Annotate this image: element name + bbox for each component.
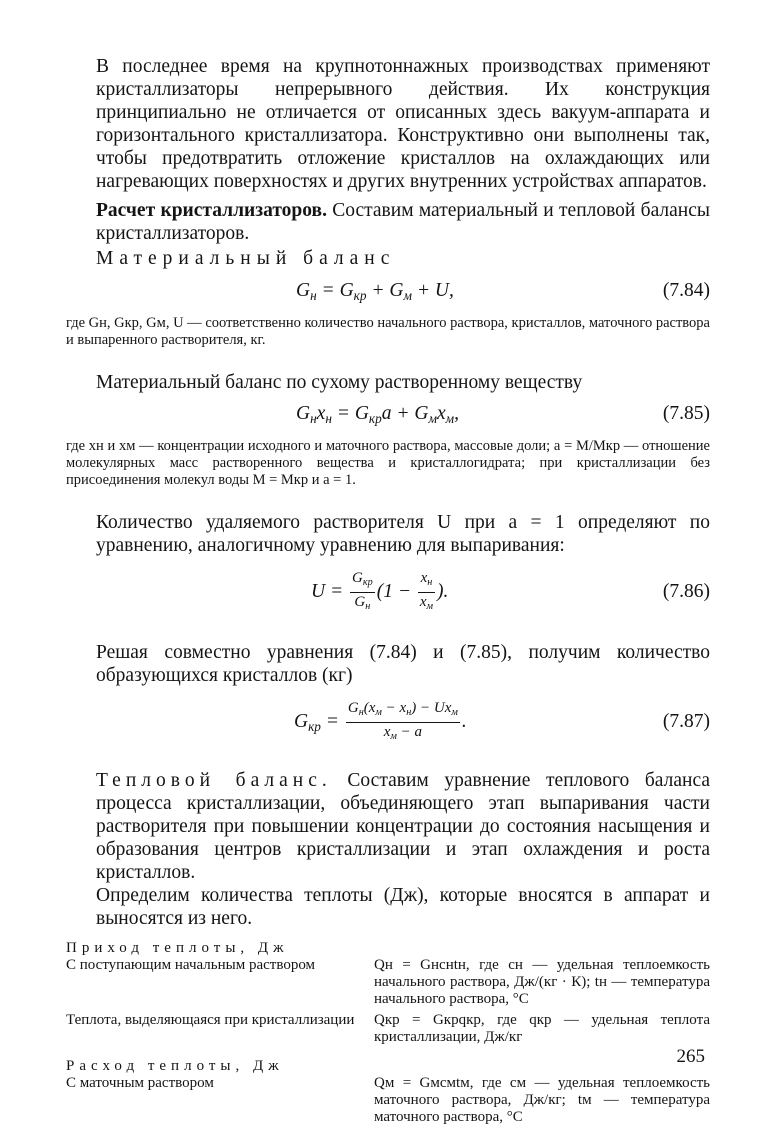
- equation-7-84: [96, 275, 710, 309]
- paragraph-crystallizer-calc: [96, 199, 710, 245]
- section-text-crystallizer-calc: Составим материальный и тепловой балансы кристаллизаторов.: [96, 200, 710, 244]
- heading-material-balance: Материальный баланс: [96, 248, 396, 269]
- equation-7-85-body: $G_нx_н = G_{кр}a + G_мx_м$,: [296, 403, 459, 426]
- equation-7-85: [96, 398, 710, 432]
- text-heat-balance: Составим уравнение теплового баланса процесса кристаллизации, объединяющего этап выпаривания части растворителя при повышении концентрации до состояния насыщения и образования центров кристаллизации и этап охлаждения и роста кристаллов.: [96, 770, 710, 883]
- table-row: [66, 957, 710, 1008]
- heading-heat-balance: Тепловой баланс.: [96, 770, 332, 791]
- paragraph-heat-balance: [96, 769, 710, 884]
- table-row: [66, 1075, 710, 1126]
- fraction-gkr-gn: $\frac{G_{кр}}{G_н}$: [352, 570, 373, 613]
- table-row: [66, 1012, 710, 1046]
- paragraph-continuous-crystallizers: В последнее время на крупнотоннажных производствах применяют кристаллизаторы непрерывного действия. Их конструкция принципиально не отличается от описанных здесь вакуум-аппарата и горизонтального кристаллизатора. Конструктивно они выполнены так, чтобы предотвратить отложение кристаллов на охлаждающих или нагревающих поверхностях и других внутренних устройствах аппаратов.: [96, 56, 710, 192]
- equation-7-87: [96, 697, 710, 749]
- table-cell-formula: Qкр = Gкрqкр, где qкр — удельная теплота кристаллизации, Дж/кг: [374, 1012, 710, 1045]
- fraction-crystal-formula: $\frac{G_н(x_м - x_н) - Ux_м}{x_м - a}$: [347, 700, 458, 743]
- equation-7-87-number: (7.87): [662, 711, 710, 732]
- equation-7-85-number: (7.85): [662, 403, 710, 424]
- paragraph-solvent-removal: Количество удаляемого растворителя U при a = 1 определяют по уравнению, аналогичному уравнению для выпаривания:: [96, 512, 710, 556]
- note-7-85: где xн и xм — концентрации исходного и маточного раствора, массовые доли; a = M/Mкр — отношение молекулярных масс растворенного вещества и кристаллогидрата; при кристаллизации без присоединения молекул воды M = Mкр и a = 1.: [66, 438, 710, 488]
- equation-7-86-body: U = $\frac{G_{кр}}{G_н}$ (1 − $\frac{x_н}{x_м}$ ).: [311, 569, 448, 616]
- fraction-xn-xm: $\frac{x_н}{x_м}$: [419, 570, 434, 613]
- heading-heat-outcome: Расход теплоты, Дж: [66, 1058, 284, 1074]
- note-7-84: где Gн, Gкр, Gм, U — соответственно количество начального раствора, кристаллов, маточного раствора и выпаренного растворителя, кг.: [66, 315, 710, 348]
- page-number: 265: [676, 1046, 705, 1067]
- equation-7-84-number: (7.84): [662, 280, 710, 301]
- equation-7-86: [96, 567, 710, 617]
- paragraph-crystal-quantity: Решая совместно уравнения (7.84) и (7.85), получим количество образующихся кристаллов (кг): [96, 642, 710, 686]
- table-cell-source: С маточным раствором: [66, 1075, 214, 1091]
- table-cell-source: Теплота, выделяющаяся при кристаллизации: [66, 1012, 355, 1028]
- table-cell-formula: Qм = Gмcмtм, где cм — удельная теплоемкость маточного раствора, Дж/кг; tм — температура маточного раствора, °С: [374, 1075, 710, 1125]
- equation-7-86-number: (7.86): [662, 581, 710, 602]
- paragraph-dry-balance: Материальный баланс по сухому растворенному веществу: [96, 372, 583, 393]
- section-title-crystallizer-calc: Расчет кристаллизаторов.: [96, 200, 327, 221]
- table-cell-source: С поступающим начальным раствором: [66, 957, 316, 973]
- table-cell-formula: Qн = Gнcнtн, где cн — удельная теплоемкость начального раствора, Дж/(кг · К); tн — температура начального раствора, °С: [374, 957, 710, 1007]
- heading-heat-income: Приход теплоты, Дж: [66, 940, 289, 956]
- page-body: [66, 55, 710, 1126]
- heat-table: [66, 940, 710, 1126]
- paragraph-heat-quantities: Определим количества теплоты (Дж), которые вносятся в аппарат и выносятся из него.: [96, 885, 710, 929]
- equation-7-87-body: $G_{кр}$ = $\frac{G_н(x_м - x_н) - Ux_м}{x_м - a}$ .: [294, 699, 467, 746]
- equation-7-84-body: $G_н = G_{кр} + G_м + U$,: [296, 280, 454, 303]
